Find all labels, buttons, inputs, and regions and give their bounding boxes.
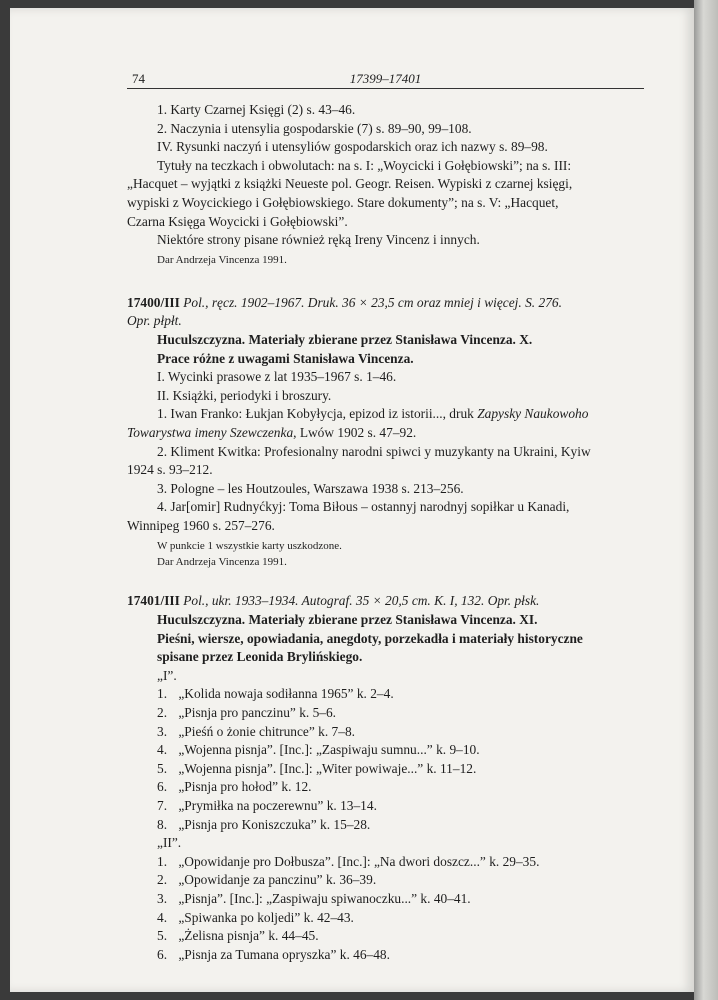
- page-content: [127, 70, 644, 964]
- entry-title: spisane przez Leonida Brylińskiego.: [157, 649, 363, 665]
- list-item: 2. Kliment Kwitka: Profesionalny narodni spiwci y muzykanty na Ukraini, Kyiw: [157, 443, 591, 459]
- list-item: 3. „Pieśń o żonie chitrunce” k. 7–8.: [157, 723, 355, 739]
- entry-title: Huculszczyzna. Materiały zbierane przez Stanisława Vincenza. X.: [157, 331, 533, 347]
- list-item: 2. „Pisnja pro panczinu” k. 5–6.: [157, 705, 337, 721]
- provenance-note: Dar Andrzeja Vincenza 1991.: [157, 253, 287, 266]
- list-item: IV. Rysunki naczyń i utensyliów gospodarskich oraz ich nazwy s. 89–98.: [157, 139, 548, 155]
- page-edge-shadow: [694, 0, 718, 1000]
- entry-signature: 17400/III: [127, 294, 180, 310]
- titles-note-line: Tytuły na teczkach i obwolutach: na s. I: „Woycicki i Gołębiowski”; na s. III:: [157, 157, 572, 173]
- entry-17400: [127, 294, 644, 571]
- hand-note: Niektóre strony pisane również ręką Ireny Vincenz i innych.: [157, 232, 480, 248]
- page-header: [127, 70, 644, 89]
- provenance-note: Dar Andrzeja Vincenza 1991.: [157, 556, 287, 569]
- list-item: 3. Pologne – les Houtzoules, Warszawa 1938 s. 213–256.: [157, 480, 464, 496]
- list-item: 8. „Pisnja pro Koniszczuka” k. 15–28.: [157, 816, 371, 832]
- list-item: 1. Iwan Franko: Łukjan Kobyłycja, epizod iz istorii..., druk Zapysky Naukowoho: [157, 406, 589, 422]
- list-item: 4. Jar[omir] Rudnyćkyj: Toma Biłous – ostannyj narodnyj sopiłkar u Kanadi,: [157, 499, 570, 515]
- entry-signature: 17401/III: [127, 593, 180, 609]
- list-item: 5. „Żelisna pisnja” k. 44–45.: [157, 928, 319, 944]
- list-item: 1. Karty Czarnej Księgi (2) s. 43–46.: [157, 102, 356, 117]
- list-item: 3. „Pisnja”. [Inc.]: „Zaspiwaju spiwanoczku...” k. 40–41.: [157, 890, 471, 906]
- titles-note-line: Czarna Księga Woycicki i Gołębiowski”.: [127, 213, 348, 229]
- catalog-page: [10, 8, 694, 992]
- list-item: 5. „Wojenna pisnja”. [Inc.]: „Witer powiwaje...” k. 11–12.: [157, 760, 477, 776]
- entry-description: Pol., ręcz. 1902–1967. Druk. 36 × 23,5 cm oraz mniej i więcej. S. 276.: [183, 294, 562, 310]
- list-item-cont: Towarystwa imeny Szewczenka, Lwów 1902 s. 47–92.: [127, 424, 417, 440]
- entry-header: [127, 592, 644, 611]
- list-item: I. Wycinki prasowe z lat 1935–1967 s. 1–46.: [157, 369, 397, 385]
- section-heading: „I”.: [157, 667, 177, 683]
- entry-title: Prace różne z uwagami Stanisława Vincenza.: [157, 350, 414, 366]
- condition-note: W punkcie 1 wszystkie karty uszkodzone.: [157, 540, 342, 553]
- entry-title: Huculszczyzna. Materiały zbierane przez Stanisława Vincenza. XI.: [157, 612, 538, 628]
- list-item: 6. „Pisnja pro hołod” k. 12.: [157, 779, 312, 795]
- list-item: 6. „Pisnja za Tumana opryszka” k. 46–48.: [157, 946, 390, 962]
- entry-description: Pol., ukr. 1933–1934. Autograf. 35 × 20,5 cm. K. I, 132. Opr. płsk.: [183, 593, 540, 609]
- list-item: 1. „Kolida nowaja sodiłanna 1965” k. 2–4.: [157, 686, 394, 702]
- entry-description-cont: Opr. płpłt.: [127, 313, 182, 329]
- entry-title: Pieśni, wiersze, opowiadania, anegdoty, porzekadła i materiały historyczne: [157, 630, 583, 646]
- list-item-cont: 1924 s. 93–212.: [127, 462, 213, 478]
- section-heading: „II”.: [157, 835, 182, 851]
- list-item: 4. „Wojenna pisnja”. [Inc.]: „Zaspiwaju sumnu...” k. 9–10.: [157, 742, 480, 758]
- list-item: 2. Naczynia i utensylia gospodarskie (7) s. 89–90, 99–108.: [157, 120, 472, 136]
- list-item: 2. „Opowidanje za panczinu” k. 36–39.: [157, 872, 377, 888]
- list-item: II. Książki, periodyki i broszury.: [157, 387, 332, 403]
- entry-header: [127, 294, 644, 313]
- list-item: 1. „Opowidanje pro Dołbusza”. [Inc.]: „Na dwori doszcz...” k. 29–35.: [157, 853, 540, 869]
- titles-note-line: „Hacquet – wyjątki z książki Neueste pol. Geogr. Reisen. Wypiski z czarnej księgi,: [127, 176, 573, 192]
- running-title: 17399–17401: [349, 71, 422, 86]
- titles-note-line: wypiski z Woycickiego i Gołębiowskiego. Stare dokumenty”; na s. V: „Hacquet,: [127, 194, 559, 210]
- list-item: 4. „Spiwanka po koljedi” k. 42–43.: [157, 909, 354, 925]
- entry-17401: [127, 592, 644, 964]
- entry-17399: [127, 101, 644, 268]
- page-number: 74: [132, 71, 145, 86]
- list-item: 7. „Prymiłka na poczerewnu” k. 13–14.: [157, 798, 377, 813]
- list-item-cont: Winnipeg 1960 s. 257–276.: [127, 517, 275, 533]
